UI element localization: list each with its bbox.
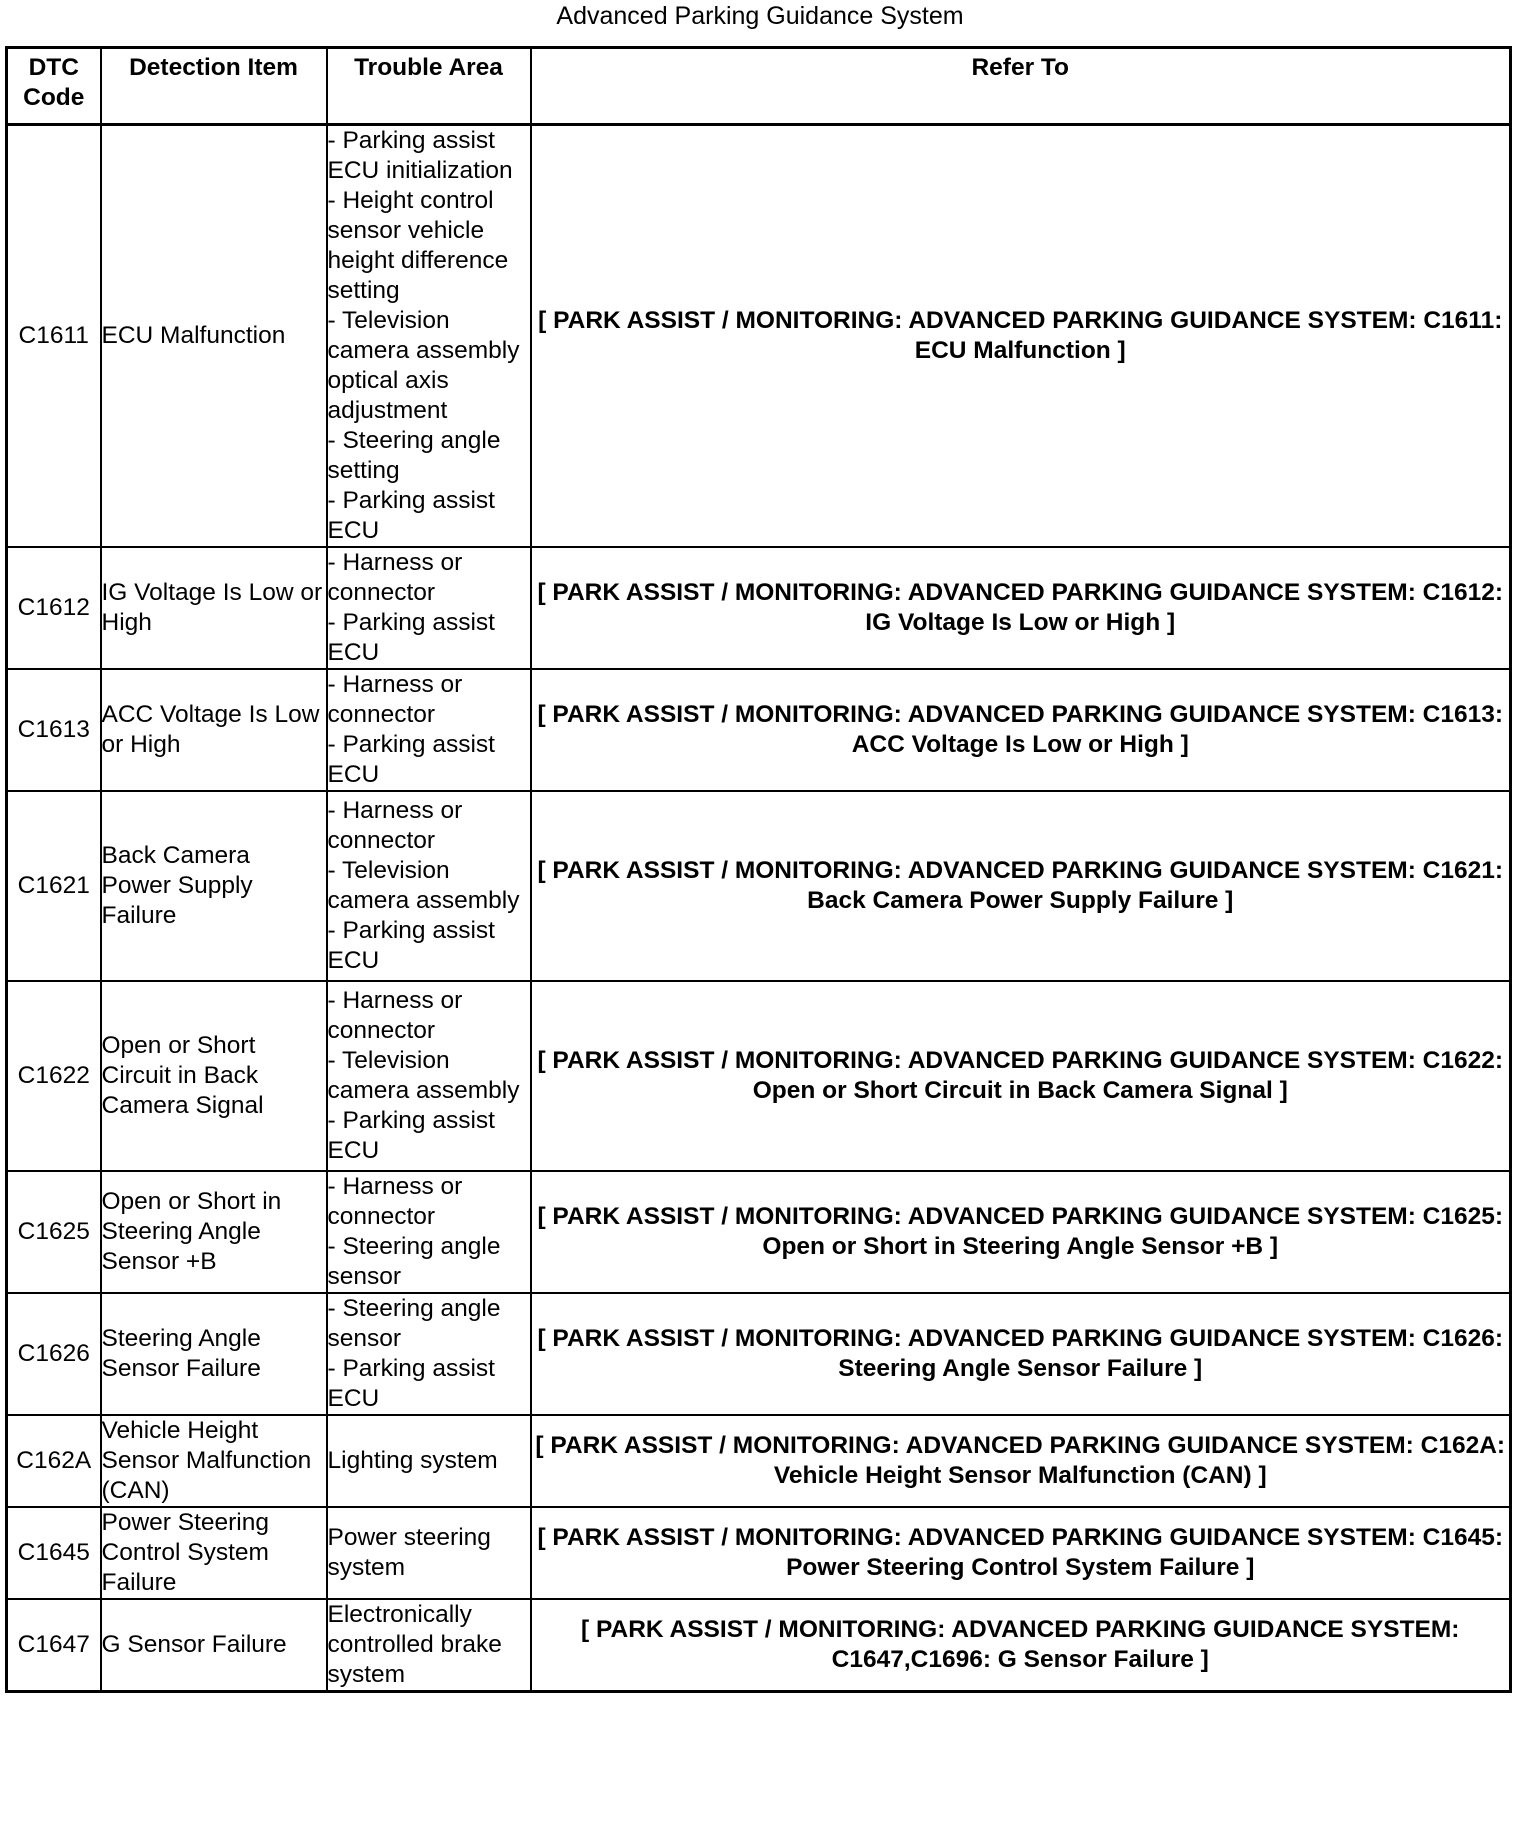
detection-item-cell: IG Voltage Is Low or High [101,547,327,669]
dtc-code-cell: C1625 [7,1171,101,1293]
dtc-code-cell: C1613 [7,669,101,791]
refer-to-cell: [ PARK ASSIST / MONITORING: ADVANCED PARKING GUIDANCE SYSTEM: C1621: Back Camera Power Supply Failure ] [531,791,1511,981]
trouble-area-line: Electronically controlled brake system [327,1601,502,1688]
trouble-area-line: - Television camera assembly optical axis adjustment [327,307,520,424]
detection-item-cell: ECU Malfunction [101,125,327,548]
detection-item-cell: G Sensor Failure [101,1599,327,1692]
trouble-area-cell [327,1171,531,1293]
column-header-refer-to: Refer To [531,48,1511,125]
detection-item-cell: Back Camera Power Supply Failure [101,791,327,981]
table-row [7,981,1511,1171]
table-row [7,791,1511,981]
refer-to-cell: [ PARK ASSIST / MONITORING: ADVANCED PARKING GUIDANCE SYSTEM: C1645: Power Steering Control System Failure ] [531,1507,1511,1599]
column-header-detection-item: Detection Item [101,48,327,125]
trouble-area-line: - Parking assist ECU [327,731,495,788]
detection-item-cell: Vehicle Height Sensor Malfunction (CAN) [101,1415,327,1507]
refer-to-cell: [ PARK ASSIST / MONITORING: ADVANCED PARKING GUIDANCE SYSTEM: C1622: Open or Short Circuit in Back Camera Signal ] [531,981,1511,1171]
dtc-code-cell: C1622 [7,981,101,1171]
table-row [7,125,1511,548]
trouble-area-line: - Harness or connector [327,987,463,1044]
page-title: Advanced Parking Guidance System [556,2,964,30]
trouble-area-line: - Steering angle sensor [327,1295,501,1352]
refer-to-cell: [ PARK ASSIST / MONITORING: ADVANCED PARKING GUIDANCE SYSTEM: C1613: ACC Voltage Is Low or High ] [531,669,1511,791]
trouble-area-cell [327,1599,531,1692]
table-row [7,1599,1511,1692]
refer-to-cell: [ PARK ASSIST / MONITORING: ADVANCED PARKING GUIDANCE SYSTEM: C1647,C1696: G Sensor Failure ] [531,1599,1511,1692]
trouble-area-line: - Parking assist ECU initialization [327,127,513,184]
trouble-area-line: - Harness or connector [327,549,463,606]
trouble-area-line: - Harness or connector [327,671,463,728]
table-header-row [7,48,1511,125]
table-row [7,1415,1511,1507]
trouble-area-cell [327,1507,531,1599]
detection-item-cell: Power Steering Control System Failure [101,1507,327,1599]
dtc-code-cell: C1626 [7,1293,101,1415]
dtc-code-cell: C1612 [7,547,101,669]
dtc-table [5,46,1512,1693]
dtc-code-cell: C1647 [7,1599,101,1692]
refer-to-cell: [ PARK ASSIST / MONITORING: ADVANCED PARKING GUIDANCE SYSTEM: C1611: ECU Malfunction ] [531,125,1511,548]
trouble-area-line: - Television camera assembly [327,857,520,914]
trouble-area-cell [327,791,531,981]
dtc-code-cell: C162A [7,1415,101,1507]
column-header-trouble-area: Trouble Area [327,48,531,125]
dtc-code-cell: C1621 [7,791,101,981]
trouble-area-line: - Steering angle setting [327,427,501,484]
trouble-area-cell [327,669,531,791]
detection-item-cell: Steering Angle Sensor Failure [101,1293,327,1415]
table-row [7,547,1511,669]
trouble-area-line: - Parking assist ECU [327,917,495,974]
trouble-area-line: Lighting system [327,1447,498,1474]
trouble-area-line: Power steering system [327,1524,491,1581]
trouble-area-line: - Parking assist ECU [327,487,495,544]
trouble-area-cell [327,125,531,548]
trouble-area-cell [327,547,531,669]
refer-to-cell: [ PARK ASSIST / MONITORING: ADVANCED PARKING GUIDANCE SYSTEM: C1626: Steering Angle Sensor Failure ] [531,1293,1511,1415]
refer-to-cell: [ PARK ASSIST / MONITORING: ADVANCED PARKING GUIDANCE SYSTEM: C1625: Open or Short in Steering Angle Sensor +B ] [531,1171,1511,1293]
detection-item-cell: Open or Short in Steering Angle Sensor +B [101,1171,327,1293]
trouble-area-line: - Parking assist ECU [327,1107,495,1164]
column-header-dtc-code: DTC Code [7,48,101,125]
dtc-code-cell: C1611 [7,125,101,548]
trouble-area-cell [327,981,531,1171]
table-row [7,1507,1511,1599]
trouble-area-line: - Television camera assembly [327,1047,520,1104]
trouble-area-cell [327,1293,531,1415]
table-row [7,669,1511,791]
trouble-area-line: - Height control sensor vehicle height difference setting [327,187,509,304]
trouble-area-cell [327,1415,531,1507]
table-row [7,1171,1511,1293]
trouble-area-line: - Parking assist ECU [327,1355,495,1412]
refer-to-cell: [ PARK ASSIST / MONITORING: ADVANCED PARKING GUIDANCE SYSTEM: C1612: IG Voltage Is Low or High ] [531,547,1511,669]
dtc-code-cell: C1645 [7,1507,101,1599]
table-row [7,1293,1511,1415]
refer-to-cell: [ PARK ASSIST / MONITORING: ADVANCED PARKING GUIDANCE SYSTEM: C162A: Vehicle Height Sensor Malfunction (CAN) ] [531,1415,1511,1507]
trouble-area-line: - Harness or connector [327,797,463,854]
trouble-area-line: - Parking assist ECU [327,609,495,666]
detection-item-cell: ACC Voltage Is Low or High [101,669,327,791]
detection-item-cell: Open or Short Circuit in Back Camera Signal [101,981,327,1171]
trouble-area-line: - Harness or connector [327,1173,463,1230]
trouble-area-line: - Steering angle sensor [327,1233,501,1290]
